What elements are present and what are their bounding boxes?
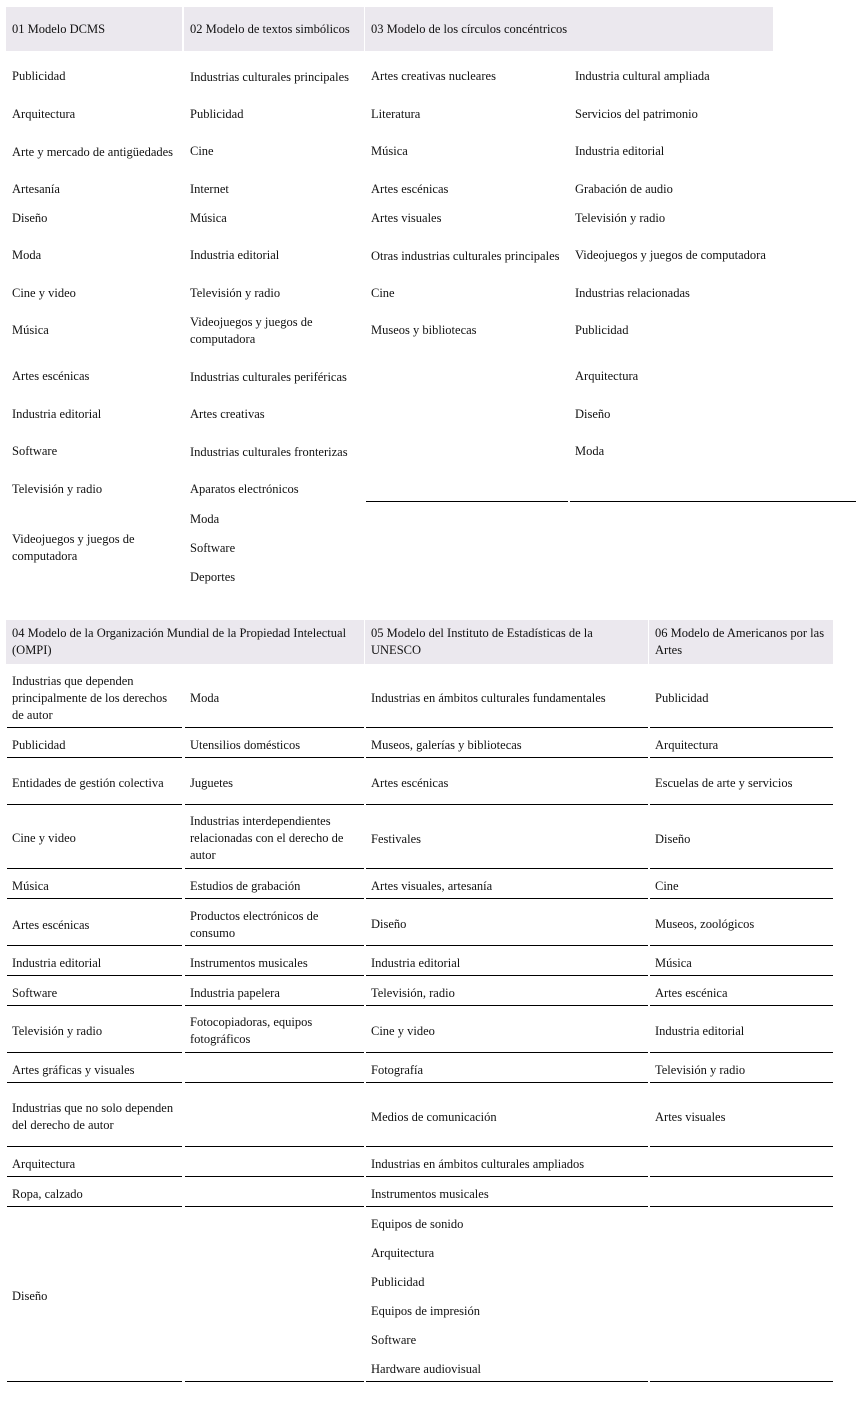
list-item: Artes escénicas	[371, 181, 449, 196]
list-item: Música	[12, 322, 49, 337]
row-divider	[366, 898, 648, 899]
row-divider	[7, 1206, 182, 1207]
list-item: Moda	[190, 511, 220, 526]
table-cell: Artes visuales, artesanía	[371, 878, 493, 893]
row-divider	[650, 727, 833, 728]
row-divider	[7, 1005, 182, 1006]
list-item: Museos y bibliotecas	[371, 322, 477, 337]
row-divider	[7, 898, 182, 899]
row-divider	[7, 1176, 182, 1177]
row-divider	[185, 804, 364, 805]
list-item: Arte y mercado de antigüedades	[12, 144, 174, 159]
list-item: Videojuegos y juegos de computadora	[12, 532, 135, 563]
row-divider	[7, 727, 182, 728]
table-cell: Moda	[190, 690, 220, 705]
row-divider	[650, 1146, 833, 1147]
row-divider	[650, 1052, 833, 1053]
row-divider	[185, 1146, 364, 1147]
list-item: Publicidad	[575, 322, 629, 337]
list-item: Televisión y radio	[12, 481, 103, 496]
list-item: Videojuegos y juegos de computadora	[575, 247, 766, 262]
row-divider	[650, 1005, 833, 1006]
row-divider	[366, 975, 648, 976]
table-cell: Música	[655, 955, 692, 970]
table-cell: Festivales	[371, 831, 421, 846]
row-divider	[185, 1206, 364, 1207]
row-divider	[185, 898, 364, 899]
table-cell: Publicidad	[371, 1274, 425, 1289]
row-divider	[366, 1176, 648, 1177]
row-divider	[366, 1381, 648, 1382]
table-cell: Fotocopiadoras, equipos fotográficos	[190, 1015, 313, 1046]
list-item: Publicidad	[12, 68, 66, 83]
header-americanos	[649, 620, 833, 664]
table-cell: Equipos de impresión	[371, 1303, 481, 1318]
row-divider	[7, 1381, 182, 1382]
list-item: Artes creativas nucleares	[371, 68, 496, 83]
row-divider	[650, 804, 833, 805]
table-1-bottom-rule	[366, 501, 568, 502]
table-cell: Instrumentos musicales	[190, 955, 308, 970]
row-divider	[185, 727, 364, 728]
row-divider	[185, 1381, 364, 1382]
list-item: Cine	[190, 143, 214, 158]
list-item: Televisión y radio	[190, 285, 281, 300]
row-divider	[650, 945, 833, 946]
list-item: Literatura	[371, 106, 421, 121]
row-divider	[650, 1206, 833, 1207]
table-1-bottom-rule	[570, 501, 856, 502]
table-cell: Diseño	[371, 916, 407, 931]
table-cell: Diseño	[655, 831, 691, 846]
table-cell: Arquitectura	[371, 1245, 435, 1260]
row-divider	[650, 868, 833, 869]
table-cell: Industrias que dependen principalmente de los derechos de autor	[12, 673, 168, 722]
list-item: Música	[371, 143, 408, 158]
row-divider	[366, 868, 648, 869]
table-cell: Televisión y radio	[655, 1062, 746, 1077]
list-item: Grabación de audio	[575, 181, 673, 196]
list-item: Industrias culturales fronterizas	[190, 444, 348, 459]
table-cell: Cine y video	[371, 1023, 435, 1038]
table-cell: Industrias interdependientes relacionadas con el derecho de autor	[190, 813, 344, 862]
header-unesco	[365, 620, 648, 664]
row-divider	[366, 1206, 648, 1207]
header-unesco-label: 05 Modelo del Instituto de Estadísticas de la UNESCO	[371, 626, 593, 657]
row-divider	[7, 757, 182, 758]
row-divider	[366, 727, 648, 728]
list-item: Industria editorial	[575, 143, 665, 158]
header-ompi-label: 04 Modelo de la Organización Mundial de la Propiedad Intelectual (OMPI)	[12, 626, 347, 657]
table-cell: Entidades de gestión colectiva	[12, 775, 164, 790]
table-cell: Museos, galerías y bibliotecas	[371, 737, 522, 752]
header-circulos-label: 03 Modelo de los círculos concéntricos	[371, 21, 568, 36]
list-item: Diseño	[575, 406, 611, 421]
table-cell: Publicidad	[12, 737, 66, 752]
table-cell: Televisión, radio	[371, 985, 455, 1000]
list-item: Industrias relacionadas	[575, 285, 690, 300]
list-item: Deportes	[190, 569, 236, 584]
table-cell: Artes gráficas y visuales	[12, 1062, 135, 1077]
list-item: Arquitectura	[575, 368, 639, 383]
table-cell: Cine	[655, 878, 679, 893]
list-item: Artes visuales	[371, 210, 442, 225]
list-item: Industrias culturales principales	[190, 69, 349, 84]
row-divider	[7, 1146, 182, 1147]
table-cell: Televisión y radio	[12, 1023, 103, 1038]
row-divider	[650, 757, 833, 758]
list-item: Internet	[190, 181, 229, 196]
row-divider	[7, 1082, 182, 1083]
list-item: Moda	[12, 247, 42, 262]
table-cell: Utensilios domésticos	[190, 737, 301, 752]
list-item: Software	[12, 443, 58, 458]
table-cell: Arquitectura	[12, 1156, 76, 1171]
list-item: Artes escénicas	[12, 368, 90, 383]
row-divider	[7, 804, 182, 805]
header-textos-simbolicos	[184, 7, 364, 51]
header-dcms-label: 01 Modelo DCMS	[12, 21, 106, 36]
list-item: Industria editorial	[12, 406, 102, 421]
list-item: Publicidad	[190, 106, 244, 121]
row-divider	[366, 1052, 648, 1053]
row-divider	[185, 1176, 364, 1177]
table-cell: Fotografía	[371, 1062, 424, 1077]
list-item: Artesanía	[12, 181, 60, 196]
row-divider	[650, 898, 833, 899]
table-cell: Diseño	[12, 1288, 48, 1303]
table-cell: Escuelas de arte y servicios	[655, 775, 793, 790]
list-item: Aparatos electrónicos	[190, 481, 299, 496]
row-divider	[185, 945, 364, 946]
list-item: Cine	[371, 285, 395, 300]
list-item: Arquitectura	[12, 106, 76, 121]
row-divider	[366, 945, 648, 946]
table-cell: Artes escénicas	[12, 917, 90, 932]
list-item: Cine y video	[12, 285, 76, 300]
list-item: Otras industrias culturales principales	[371, 248, 560, 263]
header-americanos-label: 06 Modelo de Americanos por las Artes	[655, 626, 825, 657]
table-cell: Software	[12, 985, 58, 1000]
table-cell: Arquitectura	[655, 737, 719, 752]
table-cell: Música	[12, 878, 49, 893]
table-cell: Hardware audiovisual	[371, 1361, 482, 1376]
row-divider	[366, 1005, 648, 1006]
list-item: Industrias culturales periféricas	[190, 369, 347, 384]
table-cell: Industrias en ámbitos culturales fundamentales	[371, 690, 606, 705]
list-item: Televisión y radio	[575, 210, 666, 225]
table-cell: Productos electrónicos de consumo	[190, 909, 319, 940]
table-cell: Industria editorial	[655, 1023, 745, 1038]
table-cell: Publicidad	[655, 690, 709, 705]
row-divider	[366, 757, 648, 758]
row-divider	[7, 868, 182, 869]
table-cell: Industrias en ámbitos culturales ampliados	[371, 1156, 585, 1171]
list-item: Videojuegos y juegos de computadora	[190, 315, 313, 346]
table-cell: Industria editorial	[371, 955, 461, 970]
list-item: Moda	[575, 443, 605, 458]
header-textos-label: 02 Modelo de textos simbólicos	[190, 21, 350, 36]
table-cell: Industria papelera	[190, 985, 280, 1000]
row-divider	[7, 975, 182, 976]
table-cell: Estudios de grabación	[190, 878, 301, 893]
header-ompi	[6, 620, 364, 664]
list-item: Servicios del patrimonio	[575, 106, 698, 121]
row-divider	[185, 975, 364, 976]
row-divider	[366, 804, 648, 805]
row-divider	[185, 1082, 364, 1083]
table-cell: Artes escénicas	[371, 775, 449, 790]
list-item: Industria editorial	[190, 247, 280, 262]
table-cell: Medios de comunicación	[371, 1109, 497, 1124]
row-divider	[185, 757, 364, 758]
table-cell: Industrias que no solo dependen del derecho de autor	[12, 1101, 174, 1132]
list-item: Industria cultural ampliada	[575, 68, 710, 83]
row-divider	[650, 975, 833, 976]
row-divider	[7, 945, 182, 946]
table-cell: Cine y video	[12, 830, 76, 845]
row-divider	[185, 868, 364, 869]
row-divider	[7, 1052, 182, 1053]
list-item: Software	[190, 540, 236, 555]
table-cell: Software	[371, 1332, 417, 1347]
row-divider	[366, 1146, 648, 1147]
table-cell: Instrumentos musicales	[371, 1186, 489, 1201]
row-divider	[650, 1082, 833, 1083]
table-cell: Equipos de sonido	[371, 1216, 464, 1231]
table-cell: Ropa, calzado	[12, 1186, 83, 1201]
header-circulos-concentricos	[365, 7, 773, 51]
list-item: Artes creativas	[190, 406, 265, 421]
table-cell: Artes visuales	[655, 1109, 726, 1124]
list-item: Diseño	[12, 210, 48, 225]
row-divider	[185, 1005, 364, 1006]
table-cell: Juguetes	[190, 775, 234, 790]
row-divider	[650, 1381, 833, 1382]
row-divider	[650, 1176, 833, 1177]
table-cell: Industria editorial	[12, 955, 102, 970]
list-item: Música	[190, 210, 227, 225]
row-divider	[366, 1082, 648, 1083]
header-dcms	[6, 7, 182, 51]
row-divider	[185, 1052, 364, 1053]
table-cell: Artes escénica	[655, 985, 728, 1000]
table-cell: Museos, zoológicos	[655, 916, 755, 931]
